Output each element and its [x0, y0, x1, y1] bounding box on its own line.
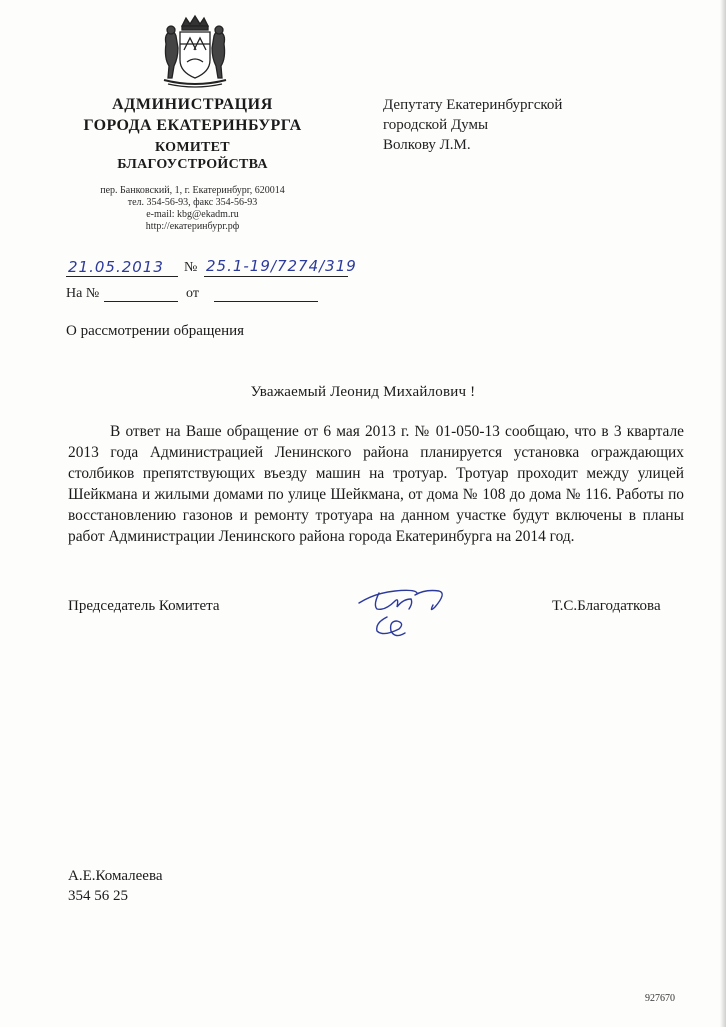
executor-phone: 354 56 25: [68, 888, 128, 904]
from-label: от: [186, 286, 199, 301]
org-name-line2: ГОРОДА ЕКАТЕРИНБУРГА: [83, 117, 302, 134]
signer-name: Т.С.Благодаткова: [552, 598, 661, 614]
sender-website: http://екатеринбург.рф: [145, 221, 240, 232]
subject-line: О рассмотрении обращения: [66, 323, 245, 339]
sender-address: пер. Банковский, 1, г. Екатеринбург, 620014: [100, 185, 285, 196]
sender-email: e-mail: kbg@ekadm.ru: [146, 209, 239, 220]
letter-body: В ответ на Ваше обращение от 6 мая 2013 г. № 01-050-13 сообщаю, что в 3 квартале 2013 года Администрацией Ленинского района планируется установка ограждающих столбиков препятствующих въезду машин на тротуар. Тротуар проходит между улицей Шейкмана и жилыми домами по улице Шейкмана, от дома № 108 до дома № 116. Работы по восстановлению газонов и ремонту тротуара на данном участке будут включены в планы работ Администрации Ленинского района города Екатеринбурга на 2014 год.: [68, 423, 684, 545]
recipient-line3: Волкову Л.М.: [383, 137, 471, 153]
recipient-line1: Депутату Екатеринбургской: [383, 97, 563, 113]
scan-edge-shadow: [720, 0, 726, 1027]
handwritten-number: 25.1-19/7274/319: [206, 257, 357, 275]
from-underline: [214, 301, 318, 302]
salutation: Уважаемый Леонид Михайлович !: [250, 384, 476, 400]
handwritten-date: 21.05.2013: [68, 258, 164, 276]
date-underline: [66, 276, 178, 277]
reply-to-label: На №: [66, 286, 100, 301]
executor-name: А.Е.Комалеева: [68, 868, 163, 884]
committee-name-line2: БЛАГОУСТРОЙСТВА: [117, 157, 268, 172]
org-name-line1: АДМИНИСТРАЦИЯ: [112, 96, 273, 113]
sender-phone: тел. 354-56-93, факс 354-56-93: [127, 197, 258, 208]
number-underline: [204, 276, 348, 277]
coat-of-arms-icon: [160, 14, 230, 90]
signer-position: Председатель Комитета: [68, 598, 220, 614]
recipient-line2: городской Думы: [383, 117, 489, 133]
committee-name-line1: КОМИТЕТ: [155, 140, 230, 155]
document-code: 927670: [645, 993, 675, 1004]
reply-to-underline: [104, 301, 178, 302]
signature-icon: [355, 583, 455, 643]
number-label: №: [184, 260, 198, 275]
